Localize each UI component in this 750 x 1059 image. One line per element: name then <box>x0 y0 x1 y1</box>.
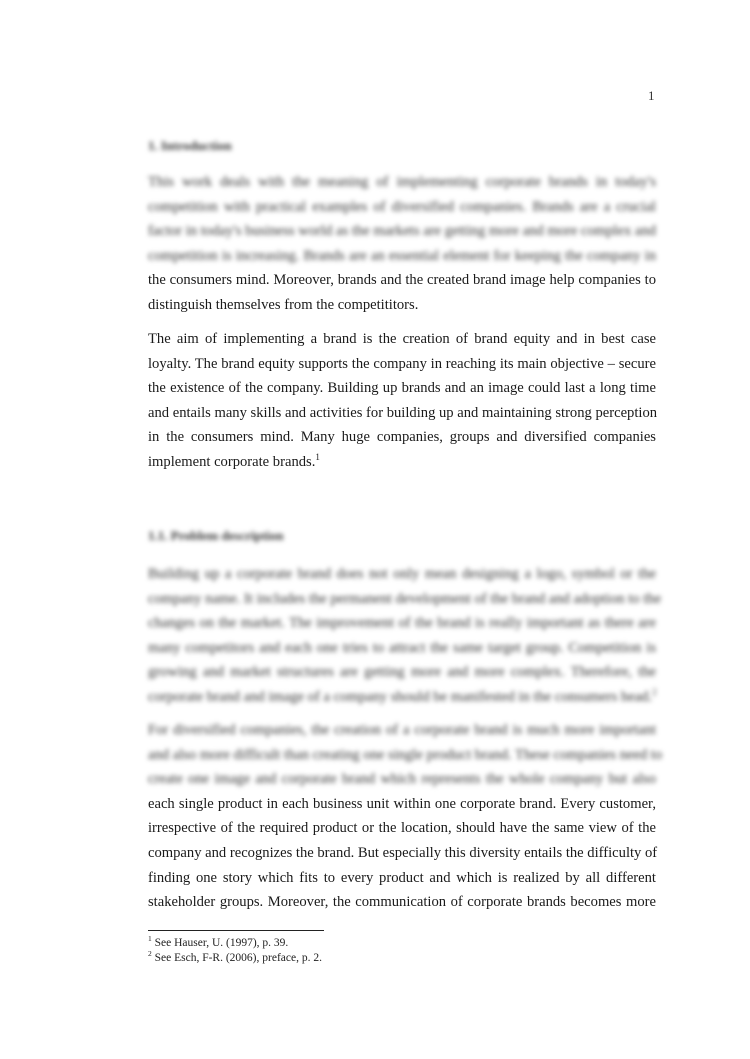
text-line: For diversified companies, the creation of a corporate brand is much more important <box>148 722 656 738</box>
text-line-content: corporate brand and image of a company should be manifested in the consumers head. <box>148 688 653 705</box>
footnote-text: See Hauser, U. (1997), p. 39. <box>154 937 289 949</box>
footnote-ref: 2 <box>652 687 657 698</box>
text-line: and also more difficult than creating one single product brand. These companies need to <box>148 746 663 763</box>
footnote-number: 2 <box>148 949 152 959</box>
footnote-1 <box>148 934 289 949</box>
text-line: distinguish themselves from the competititors. <box>148 296 419 313</box>
footnote-divider <box>148 930 324 931</box>
text-line: This work deals with the meaning of implementing corporate brands in today's <box>148 174 656 190</box>
text-line: each single product in each business unit within one corporate brand. Every customer, <box>148 795 656 812</box>
text-line: company and recognizes the brand. But especially this diversity entails the difficulty of <box>148 844 658 861</box>
text-line-with-footnote <box>148 685 656 710</box>
problem-paragraph-1 <box>148 562 662 710</box>
text-line: in the consumers mind. Many huge companies, groups and diversified companies <box>148 429 656 446</box>
problem-paragraph-2 <box>148 718 663 915</box>
text-line: the consumers mind. Moreover, brands and the created brand image help companies to <box>148 272 656 289</box>
intro-paragraph-1 <box>148 170 656 318</box>
footnote-ref: 1 <box>315 452 320 463</box>
footnote-2 <box>148 949 322 964</box>
section-heading-introduction: 1. Introduction <box>148 138 232 153</box>
section-heading-problem-description: 1.1. Problem description <box>148 528 284 543</box>
intro-paragraph-2 <box>148 327 656 475</box>
text-line: competition is increasing. Brands are an essential element for keeping the company in <box>148 247 656 264</box>
text-line: growing and market structures are getting more and more complex. Therefore, the <box>148 664 656 681</box>
text-line-with-footnote <box>148 450 656 475</box>
footnote-text: See Esch, F-R. (2006), preface, p. 2. <box>154 952 322 964</box>
footnote-number: 1 <box>148 934 152 944</box>
text-line: loyalty. The brand equity supports the company in reaching its main objective – secure <box>148 355 656 372</box>
text-line: competition with practical examples of diversified companies. Brands are a crucial <box>148 198 656 215</box>
text-line: the existence of the company. Building up brands and an image could last a long time <box>148 380 656 397</box>
text-line: Building up a corporate brand does not only mean designing a logo, symbol or the <box>148 566 656 582</box>
text-line: factor in today's business world as the markets are getting more and more complex and <box>148 223 656 240</box>
page-number: 1 <box>648 88 655 103</box>
text-line: and entails many skills and activities for building up and maintaining strong perception <box>148 404 658 421</box>
text-line: finding one story which fits to every product and which is realized by all different <box>148 869 656 886</box>
text-line: company name. It includes the permanent development of the brand and adoption to the <box>148 590 662 607</box>
text-line-content: implement corporate brands. <box>148 453 316 470</box>
text-line: create one image and corporate brand which represents the whole company but also <box>148 771 656 788</box>
text-line: irrespective of the required product or the location, should have the same view of the <box>148 820 656 837</box>
text-line: stakeholder groups. Moreover, the communication of corporate brands becomes more <box>148 894 656 911</box>
text-line: changes on the market. The improvement of the brand is really important as there are <box>148 615 656 632</box>
text-line: The aim of implementing a brand is the creation of brand equity and in best case <box>148 331 656 347</box>
text-line: many competitors and each one tries to attract the same target group. Competition is <box>148 639 656 656</box>
